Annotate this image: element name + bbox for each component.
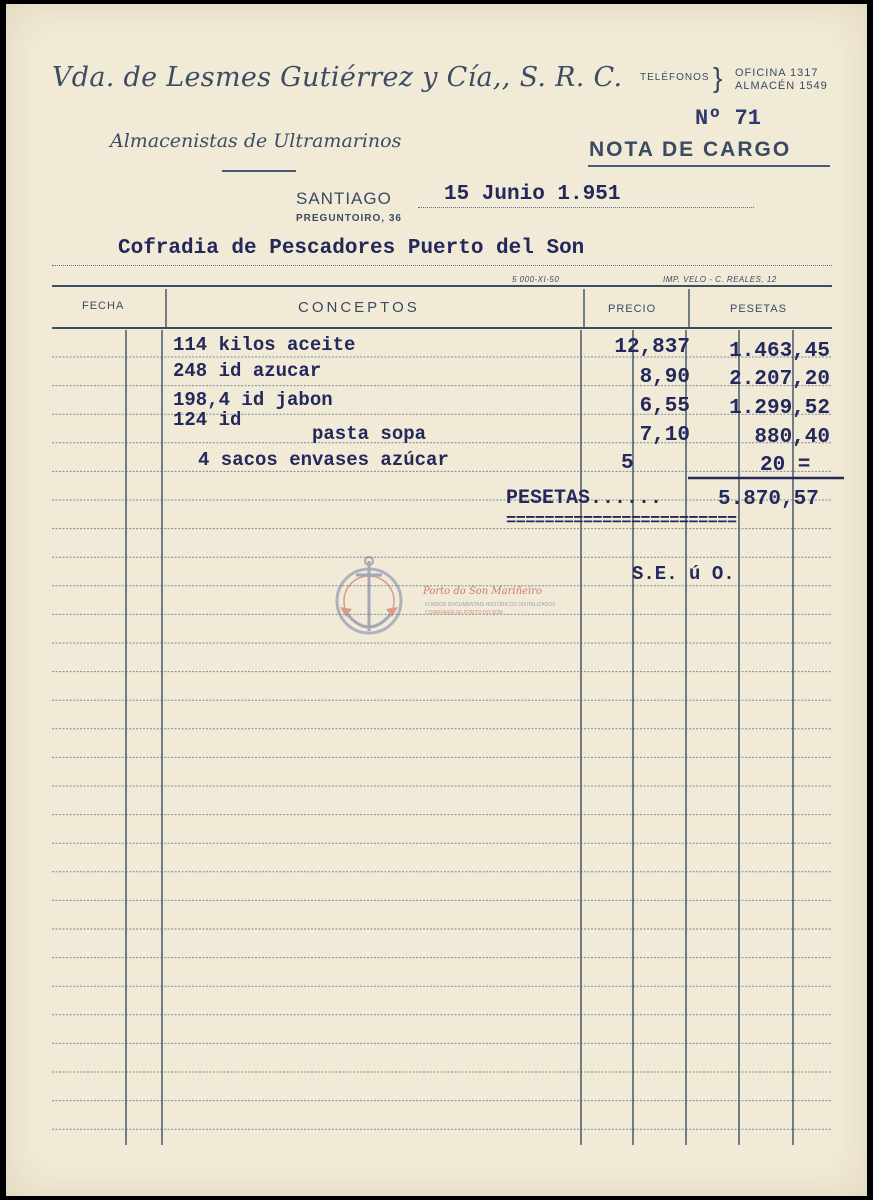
item-concept: 114 kilos aceite xyxy=(173,334,356,356)
item-concept: 4 sacos envases azúcar xyxy=(198,449,449,471)
stamp-title: Porto do Son Mariñeiro xyxy=(423,586,542,597)
item-amount: 20 = xyxy=(760,454,811,477)
item-price: 6,55 xyxy=(639,395,690,418)
phone-warehouse: ALMACÉN 1549 xyxy=(735,80,828,92)
item-price: 7,10 xyxy=(639,424,690,447)
document-number: Nº 71 xyxy=(695,106,762,131)
phones-label: TELÉFONOS xyxy=(640,72,710,83)
total-double-rule: ======================== xyxy=(506,512,737,531)
print-run-code: 5 000-XI-50 xyxy=(512,275,560,284)
column-header-conceptos: CONCEPTOS xyxy=(298,299,420,316)
item-amount: 1.463,45 xyxy=(729,340,830,363)
company-subtitle: Almacenistas de Ultramarinos xyxy=(110,130,402,152)
total-amount: 5.870,57 xyxy=(718,488,819,511)
item-price: 12,837 xyxy=(614,336,690,359)
phone-office: OFICINA 1317 xyxy=(735,67,819,79)
item-amount: 2.207,20 xyxy=(729,368,830,391)
column-header-fecha: FECHA xyxy=(82,300,125,312)
anchor-stamp-icon xyxy=(334,553,404,645)
total-label: PESETAS...... xyxy=(506,487,663,510)
column-header-pesetas: PESETAS xyxy=(730,303,787,315)
document-type: NOTA DE CARGO xyxy=(589,138,792,161)
stamp-line1: FONDOS DOCUMENTAIS HISTÓRICOS DIXITALIZADOS xyxy=(425,602,556,608)
brace-icon: } xyxy=(713,62,723,93)
stamp-line2: CONFRARÍA DE PORTO DO SON xyxy=(425,610,503,616)
item-price: 8,90 xyxy=(639,366,690,389)
street-address: PREGUNTOIRO, 36 xyxy=(296,213,402,224)
item-concept: pasta sopa xyxy=(312,423,427,445)
date: 15 Junio 1.951 xyxy=(444,183,621,206)
closing-note: S.E. ú O. xyxy=(632,563,735,585)
item-amount: 1.299,52 xyxy=(729,397,830,420)
item-concept: 124 id xyxy=(173,409,242,431)
company-name: Vda. de Lesmes Gutiérrez y Cía,, S. R. C. xyxy=(52,62,623,93)
printer-credit: IMP. VELO - C. REALES, 12 xyxy=(663,275,777,284)
item-price: 5 xyxy=(621,452,634,475)
client-name: Cofradia de Pescadores Puerto del Son xyxy=(118,237,585,260)
item-amount: 880,40 xyxy=(754,426,830,449)
city: SANTIAGO xyxy=(296,189,392,208)
column-header-precio: PRECIO xyxy=(608,303,657,315)
item-concept: 248 id azucar xyxy=(173,360,322,382)
item-concept: 198,4 id jabon xyxy=(173,389,333,411)
